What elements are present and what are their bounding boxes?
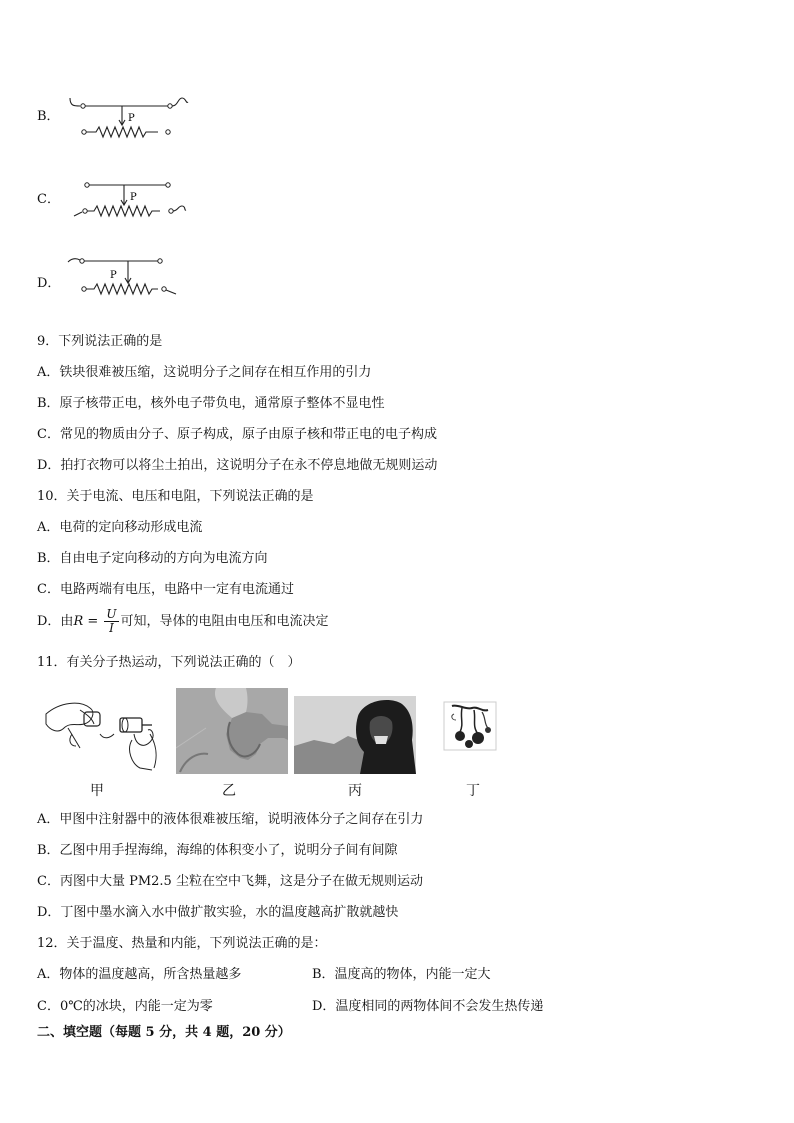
q9-stem: 9．下列说法正确的是 [37, 334, 163, 349]
q9-option-a: A．铁块很难被压缩，这说明分子之间存在相互作用的引力 [37, 365, 372, 380]
q8-option-d-rheostat-diagram [62, 250, 187, 302]
syringe-figure [40, 694, 166, 774]
q8-b-slider-p: P [128, 113, 135, 124]
q8-option-c-rheostat-diagram [70, 176, 190, 224]
q8-option-d-label: D． [37, 276, 61, 291]
q9-option-c: C．常见的物质由分子、原子构成，原子由原子核和带正电的电子构成 [37, 427, 437, 442]
q10-option-d-prefix: D．由 [37, 614, 74, 629]
q11-option-a: A．甲图中注射器中的液体很难被压缩，说明液体分子之间存在引力 [37, 812, 424, 827]
pm25-dust-photo [294, 696, 416, 774]
ink-diffusion-photo [438, 690, 502, 776]
q8-option-c-label: C． [37, 192, 60, 207]
figure-label-ding: 丁 [466, 783, 480, 799]
figure-label-jia: 甲 [90, 783, 104, 799]
sponge-squeeze-photo [176, 688, 288, 774]
q9-option-d: D．拍打衣物可以将尘土拍出，这说明分子在永不停息地做无规则运动 [37, 458, 438, 473]
q10-option-b: B．自由电子定向移动的方向为电流方向 [37, 551, 268, 566]
q11-option-b: B．乙图中用手捏海绵，海绵的体积变小了，说明分子间有间隙 [37, 843, 398, 858]
q8-option-b-rheostat-diagram [62, 92, 192, 142]
q11-option-c: C．丙图中大量 PM2.5 尘粒在空中飞舞，这是分子在做无规则运动 [37, 874, 423, 889]
equals-sign: = [83, 614, 103, 629]
q12-option-c: C．0℃的冰块，内能一定为零 [37, 999, 213, 1014]
q10-stem: 10．关于电流、电压和电阻，下列说法正确的是 [37, 489, 314, 504]
q12-option-b: B．温度高的物体，内能一定大 [312, 967, 491, 982]
ohm-law-fraction [104, 608, 118, 635]
q10-option-c: C．电路两端有电压，电路中一定有电流通过 [37, 582, 294, 597]
resistance-symbol: R [73, 614, 84, 629]
q8-c-slider-p: P [130, 192, 137, 203]
fraction-denominator: I [109, 621, 114, 635]
figure-label-yi: 乙 [222, 783, 236, 799]
q8-option-b-label: B． [37, 109, 60, 124]
q12-stem: 12．关于温度、热量和内能，下列说法正确的是： [37, 936, 327, 951]
q11-stem: 11．有关分子热运动，下列说法正确的（ ） [37, 655, 301, 670]
q11-option-d: D．丁图中墨水滴入水中做扩散实验，水的温度越高扩散就越快 [37, 905, 399, 920]
figure-label-bing: 丙 [348, 783, 362, 799]
q12-option-d: D．温度相同的两物体间不会发生热传递 [312, 999, 544, 1014]
q10-option-d [37, 608, 329, 635]
q10-option-d-suffix: 可知，导体的电阻由电压和电流决定 [120, 614, 329, 629]
q9-option-b: B．原子核带正电，核外电子带负电，通常原子整体不显电性 [37, 396, 385, 411]
q10-option-a: A．电荷的定向移动形成电流 [37, 520, 203, 535]
q12-option-a: A．物体的温度越高，所含热量越多 [37, 967, 242, 982]
section-2-title: 二、填空题（每题 5 分，共 4 题，20 分） [37, 1025, 291, 1040]
fraction-numerator: U [106, 607, 117, 621]
q8-d-slider-p: P [110, 270, 117, 281]
